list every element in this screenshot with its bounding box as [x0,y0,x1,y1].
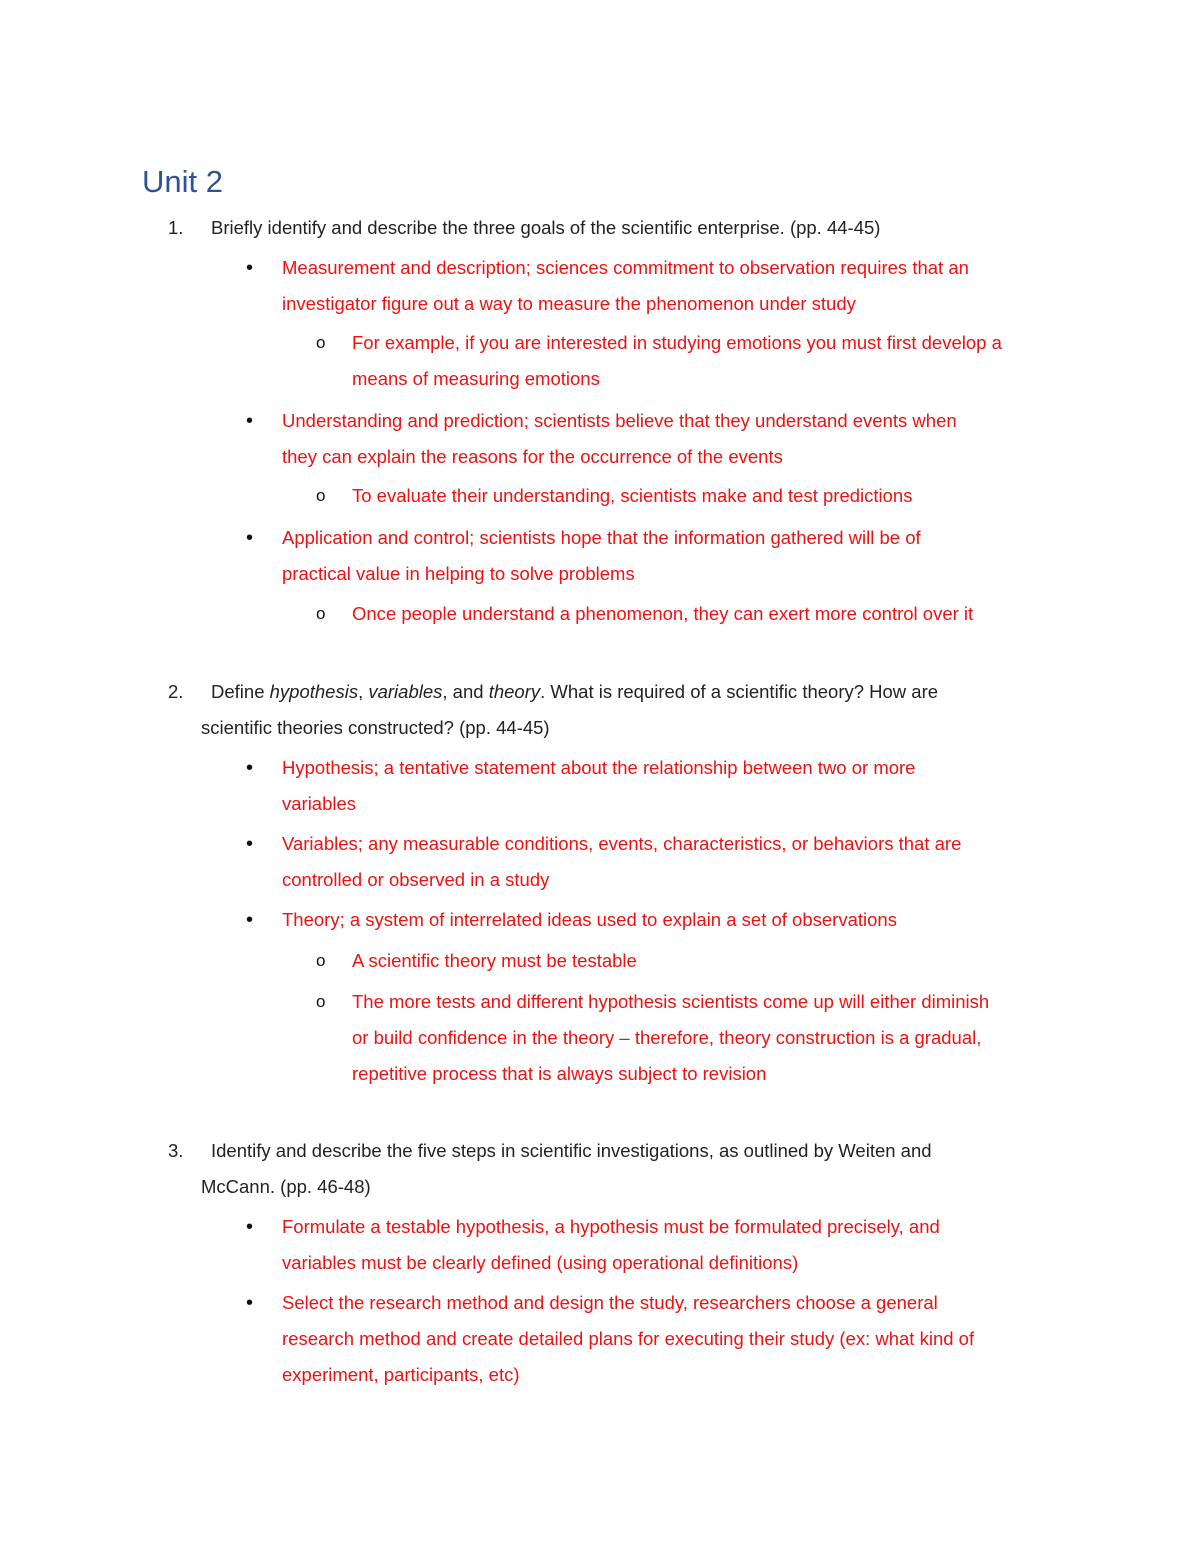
term-hypothesis: hypothesis [269,681,359,702]
term-theory: theory [488,681,541,702]
answer-item [246,1285,986,1393]
sub-answer-item [316,478,1006,514]
bullet-dot-icon: • [246,527,254,549]
question-text: Briefly identify and describe the three goals of the scientific enterprise. (pp. 44-45) [211,217,881,238]
question-text: Identify and describe the five steps in scientific investigations, as outlined by Weiten and McCann. (pp. 46-48) [201,1140,932,1197]
question-3 [168,1133,998,1205]
bullet-dot-icon: • [246,1292,254,1314]
question-text-sep: , and [442,681,489,702]
hollow-circle-icon: o [316,333,326,352]
answer-text: Select the research method and design the study, researchers choose a general research method and create detailed plans for executing their study (ex: what kind of experiment, participants, etc) [282,1292,975,1385]
sub-answer-text: A scientific theory must be testable [352,950,637,971]
bullet-dot-icon: • [246,757,254,779]
sub-answer-item [316,325,1006,397]
question-text-sep: , [358,681,369,702]
bullet-dot-icon: • [246,257,254,279]
sub-answer-text: Once people understand a phenomenon, they can exert more control over it [352,603,974,624]
hollow-circle-icon: o [316,992,326,1011]
sub-answer-text: To evaluate their understanding, scientists make and test predictions [352,485,913,506]
question-2 [168,674,998,746]
answer-text: Understanding and prediction; scientists believe that they understand events when they can explain the reasons for the occurrence of the events [282,410,957,467]
sub-answer-text: The more tests and different hypothesis scientists come up will either diminish or build confidence in the theory – therefore, theory construction is a gradual, repetitive process that is always subject to revision [352,991,990,1084]
question-1 [168,210,1008,246]
answer-item [246,520,986,592]
bullet-dot-icon: • [246,909,254,931]
page-title: Unit 2 [142,164,223,199]
bullet-dot-icon: • [246,410,254,432]
bullet-dot-icon: • [246,1216,254,1238]
question-number: 2. [168,681,184,702]
sub-answer-item [316,596,1006,632]
answer-text: Theory; a system of interrelated ideas used to explain a set of observations [282,909,897,930]
sub-answer-item [316,984,1006,1092]
answer-text: Formulate a testable hypothesis, a hypothesis must be formulated precisely, and variables must be clearly defined (using operational definitions) [282,1216,940,1273]
answer-text: Variables; any measurable conditions, events, characteristics, or behaviors that are controlled or observed in a study [282,833,962,890]
hollow-circle-icon: o [316,951,326,970]
term-variables: variables [368,681,443,702]
bullet-dot-icon: • [246,833,254,855]
sub-answer-item [316,943,1006,979]
answer-text: Measurement and description; sciences commitment to observation requires that an investigator figure out a way to measure the phenomenon under study [282,257,969,314]
hollow-circle-icon: o [316,486,326,505]
question-text-rest: . What is required of a scientific theory? How are scientific theories constructed? (pp. 44-45) [201,681,939,738]
hollow-circle-icon: o [316,604,326,623]
question-text [201,674,998,746]
answer-item [246,826,966,898]
question-text-define: Define [211,681,270,702]
answer-text: Application and control; scientists hope that the information gathered will be of practical value in helping to solve problems [282,527,921,584]
answer-item [246,750,946,822]
question-number: 3. [168,1140,184,1161]
answer-item [246,1209,986,1281]
answer-item [246,902,1006,938]
sub-answer-text: For example, if you are interested in studying emotions you must first develop a means of measuring emotions [352,332,1002,389]
answer-text: Hypothesis; a tentative statement about the relationship between two or more variables [282,757,916,814]
question-number: 1. [168,217,184,238]
answer-item [246,403,986,475]
answer-item [246,250,986,322]
